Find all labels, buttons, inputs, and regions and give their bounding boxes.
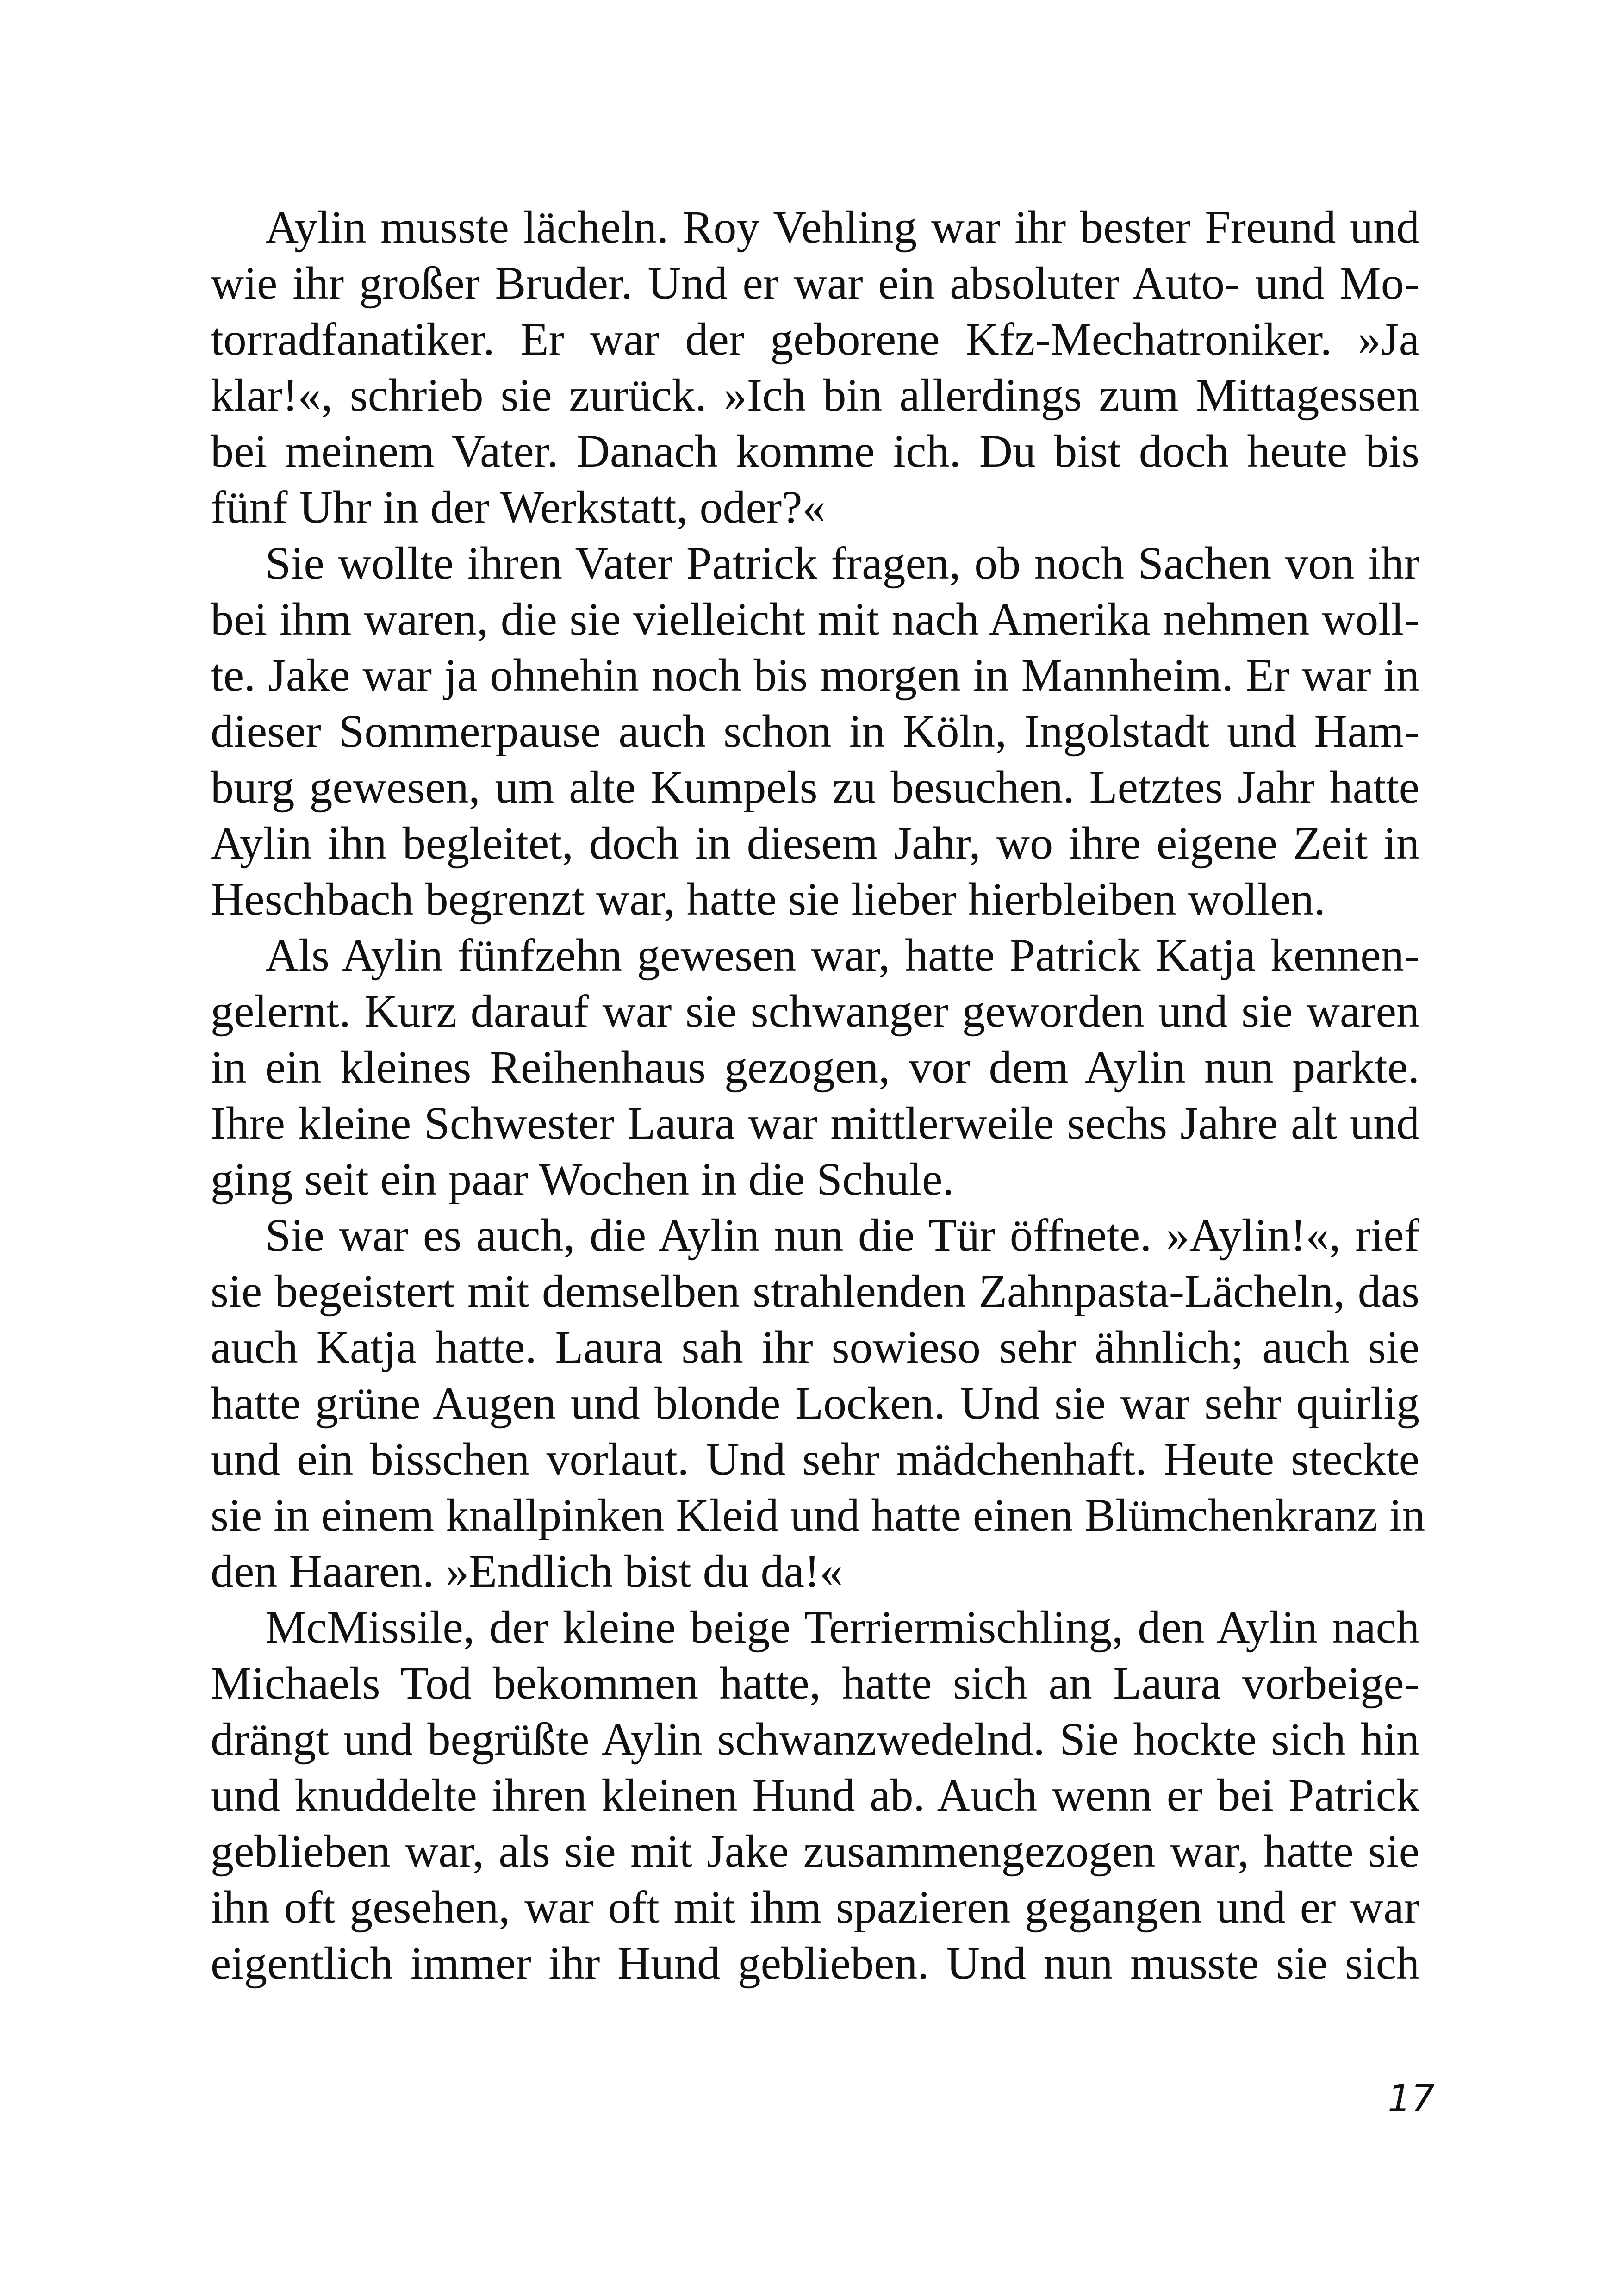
text-line: auch Katja hatte. Laura sah ihr sowieso sehr ähnlich; auch sie xyxy=(211,1321,1419,1373)
text-line: Michaels Tod bekommen hatte, hatte sich an Laura vorbeige- xyxy=(211,1657,1419,1709)
text-line: Aylin ihn begleitet, doch in diesem Jahr, wo ihre eigene Zeit in xyxy=(211,817,1419,869)
text-line: geblieben war, als sie mit Jake zusammengezogen war, hatte sie xyxy=(211,1825,1419,1877)
text-line: wie ihr großer Bruder. Und er war ein absoluter Auto- und Mo- xyxy=(211,257,1419,309)
text-line: und knuddelte ihren kleinen Hund ab. Auch wenn er bei Patrick xyxy=(211,1769,1419,1821)
text-line: dieser Sommerpause auch schon in Köln, Ingolstadt und Ham- xyxy=(211,705,1419,757)
text-line: te. Jake war ja ohnehin noch bis morgen in Mannheim. Er war in xyxy=(211,649,1419,701)
text-line: Sie war es auch, die Aylin nun die Tür öffnete. »Aylin!«, rief xyxy=(265,1209,1419,1261)
text-line: Ihre kleine Schwester Laura war mittlerweile sechs Jahre alt und xyxy=(211,1097,1419,1149)
text-line: ihn oft gesehen, war oft mit ihm spazieren gegangen und er war xyxy=(211,1881,1419,1933)
text-line: Als Aylin fünfzehn gewesen war, hatte Patrick Katja kennen- xyxy=(265,929,1419,981)
text-line: Heschbach begrenzt war, hatte sie lieber hierbleiben wollen. xyxy=(211,873,1326,925)
text-line: sie in einem knallpinken Kleid und hatte einen Blümchenkranz in xyxy=(211,1489,1425,1541)
text-line: McMissile, der kleine beige Terriermischling, den Aylin nach xyxy=(265,1601,1419,1653)
text-line: gelernt. Kurz darauf war sie schwanger geworden und sie waren xyxy=(211,985,1419,1037)
text-line: drängt und begrüßte Aylin schwanzwedelnd. Sie hockte sich hin xyxy=(211,1713,1419,1765)
text-line: sie begeistert mit demselben strahlenden Zahnpasta-Lächeln, das xyxy=(211,1265,1419,1317)
body-text xyxy=(211,199,1425,1991)
text-line: fünf Uhr in der Werkstatt, oder?« xyxy=(211,481,826,533)
text-line: eigentlich immer ihr Hund geblieben. Und nun musste sie sich xyxy=(211,1937,1419,1989)
text-line: klar!«, schrieb sie zurück. »Ich bin allerdings zum Mittagessen xyxy=(211,369,1419,421)
text-line: und ein bisschen vorlaut. Und sehr mädchenhaft. Heute steckte xyxy=(211,1433,1419,1485)
text-line: bei meinem Vater. Danach komme ich. Du bist doch heute bis xyxy=(211,425,1419,477)
text-line: burg gewesen, um alte Kumpels zu besuchen. Letztes Jahr hatte xyxy=(211,761,1419,813)
text-line: hatte grüne Augen und blonde Locken. Und sie war sehr quirlig xyxy=(211,1377,1419,1429)
text-line: Sie wollte ihren Vater Patrick fragen, ob noch Sachen von ihr xyxy=(265,537,1419,589)
text-line: in ein kleines Reihenhaus gezogen, vor dem Aylin nun parkte. xyxy=(211,1041,1419,1093)
text-line: ging seit ein paar Wochen in die Schule. xyxy=(211,1153,954,1205)
text-line: den Haaren. »Endlich bist du da!« xyxy=(211,1545,843,1597)
text-line: torradfanatiker. Er war der geborene Kfz-Mechatroniker. »Ja xyxy=(211,313,1419,365)
text-line: bei ihm waren, die sie vielleicht mit nach Amerika nehmen woll- xyxy=(211,593,1419,645)
page-number: 17 xyxy=(1388,2077,1435,2120)
text-line: Aylin musste lächeln. Roy Vehling war ihr bester Freund und xyxy=(265,201,1419,253)
